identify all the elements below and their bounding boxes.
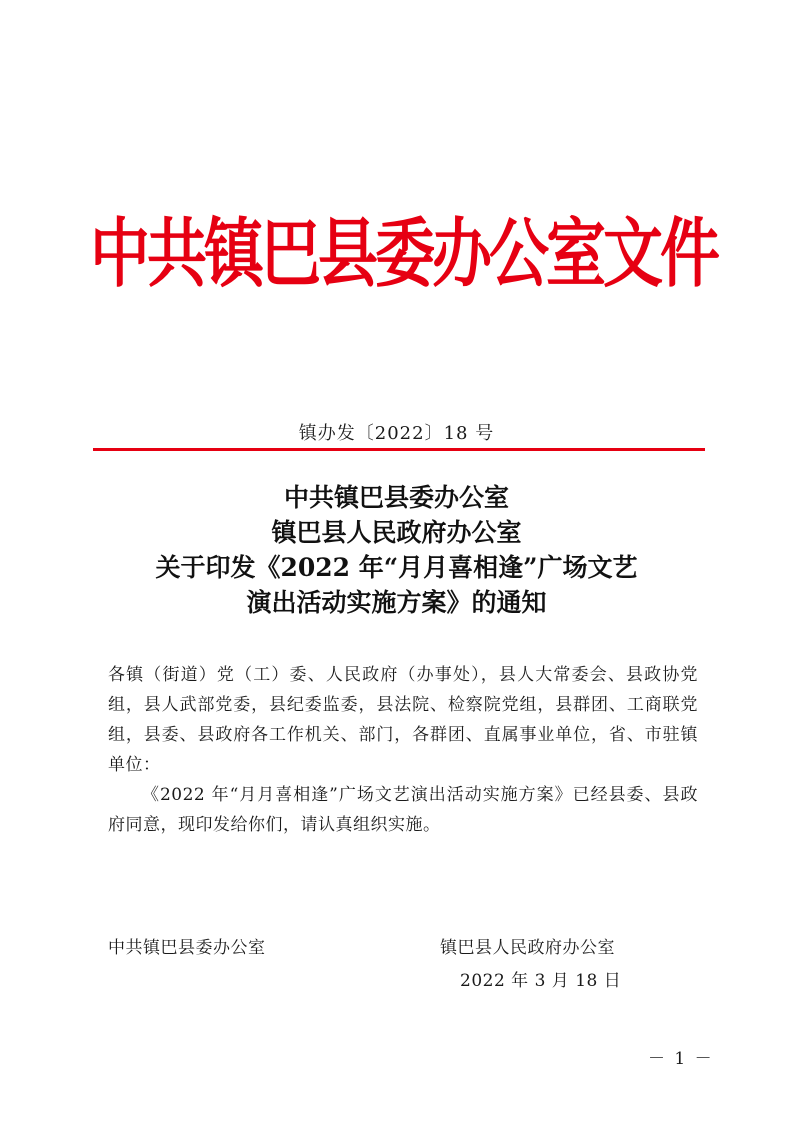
issue-date: 2022 年 3 月 18 日 — [460, 971, 622, 991]
signature-party-office: 中共镇巴县委办公室 — [108, 938, 266, 958]
signature-government-office: 镇巴县人民政府办公室 — [440, 938, 615, 958]
title-line-4: 演出活动实施方案》的通知 — [246, 588, 547, 617]
masthead-title: 中共镇巴县委办公室文件 — [90, 210, 717, 298]
title-line-1: 中共镇巴县委办公室 — [283, 483, 509, 512]
red-separator-line — [93, 448, 705, 451]
notice-body — [108, 660, 698, 840]
addressees: 各镇（街道）党（工）委、人民政府（办事处），县人大常委会、县政协党组，县人武部党委，县纪委监委，县法院、检察院党组，县群团、工商联党组，县委、县政府各工作机关、部门，各群团、直属事业单位，省、市驻镇单位： — [108, 665, 698, 775]
body-paragraph: 《2022 年“月月喜相逢”广场文艺演出活动实施方案》已经县委、县政府同意，现印发给你们，请认真组织实施。 — [108, 785, 698, 835]
page-number: － 1 － — [648, 1049, 714, 1069]
notice-title — [60, 480, 733, 620]
title-line-3: 关于印发《2022 年“月月喜相逢”广场文艺 — [155, 553, 638, 582]
document-number: 镇办发〔2022〕18 号 — [298, 423, 495, 444]
title-line-2: 镇巴县人民政府办公室 — [271, 518, 522, 547]
